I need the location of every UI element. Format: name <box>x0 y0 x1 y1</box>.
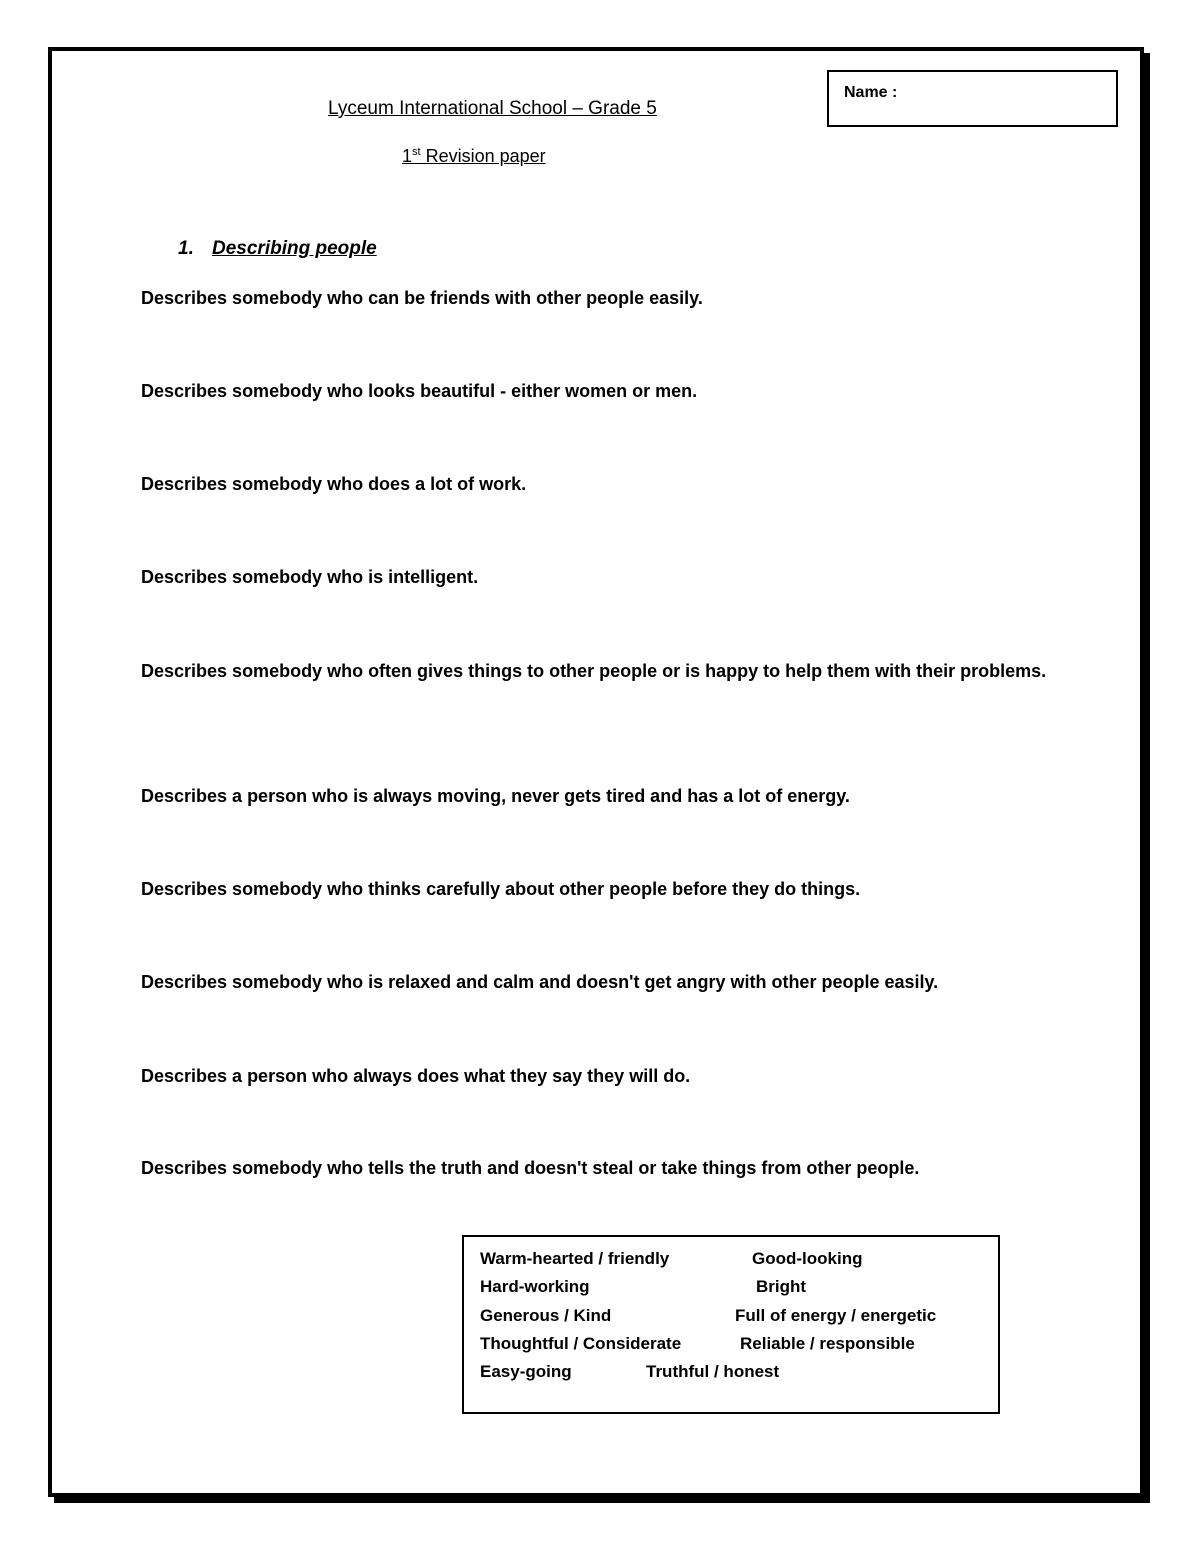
question-item: Describes somebody who can be friends with other people easily. <box>141 288 703 308</box>
question-item: Describes somebody who tells the truth and doesn't steal or take things from other people. <box>141 1158 920 1178</box>
word-bank-item: Hard-working <box>480 1277 590 1296</box>
revision-title <box>402 146 546 167</box>
word-bank-item: Truthful / honest <box>646 1362 780 1381</box>
question-item: Describes somebody who often gives things to other people or is happy to help them with their problems. <box>141 661 1047 681</box>
school-title: Lyceum International School – Grade 5 <box>328 98 657 119</box>
section-title: Describing people <box>212 238 377 259</box>
question-item: Describes a person who always does what they say they will do. <box>141 1066 691 1086</box>
revision-title-text: Revision paper <box>420 146 546 166</box>
word-bank-item: Generous / Kind <box>480 1306 612 1325</box>
revision-ordinal-number: 1 <box>402 146 413 166</box>
section-heading <box>178 238 377 260</box>
word-bank-item: Easy-going <box>480 1362 572 1381</box>
section-number: 1. <box>178 238 194 259</box>
revision-ordinal-suffix: st <box>412 146 421 158</box>
word-bank-item: Bright <box>756 1277 807 1296</box>
question-item: Describes somebody who thinks carefully about other people before they do things. <box>141 879 861 899</box>
word-bank-item: Good-looking <box>752 1249 863 1268</box>
question-item: Describes somebody who is relaxed and calm and doesn't get angry with other people easily. <box>141 972 939 992</box>
question-item: Describes a person who is always moving, never gets tired and has a lot of energy. <box>141 786 850 806</box>
question-item: Describes somebody who is intelligent. <box>141 567 479 587</box>
word-bank-item: Full of energy / energetic <box>735 1306 937 1325</box>
name-label: Name : <box>844 84 898 101</box>
question-item: Describes somebody who does a lot of work. <box>141 474 527 494</box>
word-bank-item: Warm-hearted / friendly <box>480 1249 670 1268</box>
name-field[interactable] <box>827 70 1118 127</box>
word-bank-item: Reliable / responsible <box>740 1334 915 1353</box>
word-bank-box <box>462 1235 1000 1414</box>
question-item: Describes somebody who looks beautiful - either women or men. <box>141 381 698 401</box>
word-bank-item: Thoughtful / Considerate <box>480 1334 682 1353</box>
